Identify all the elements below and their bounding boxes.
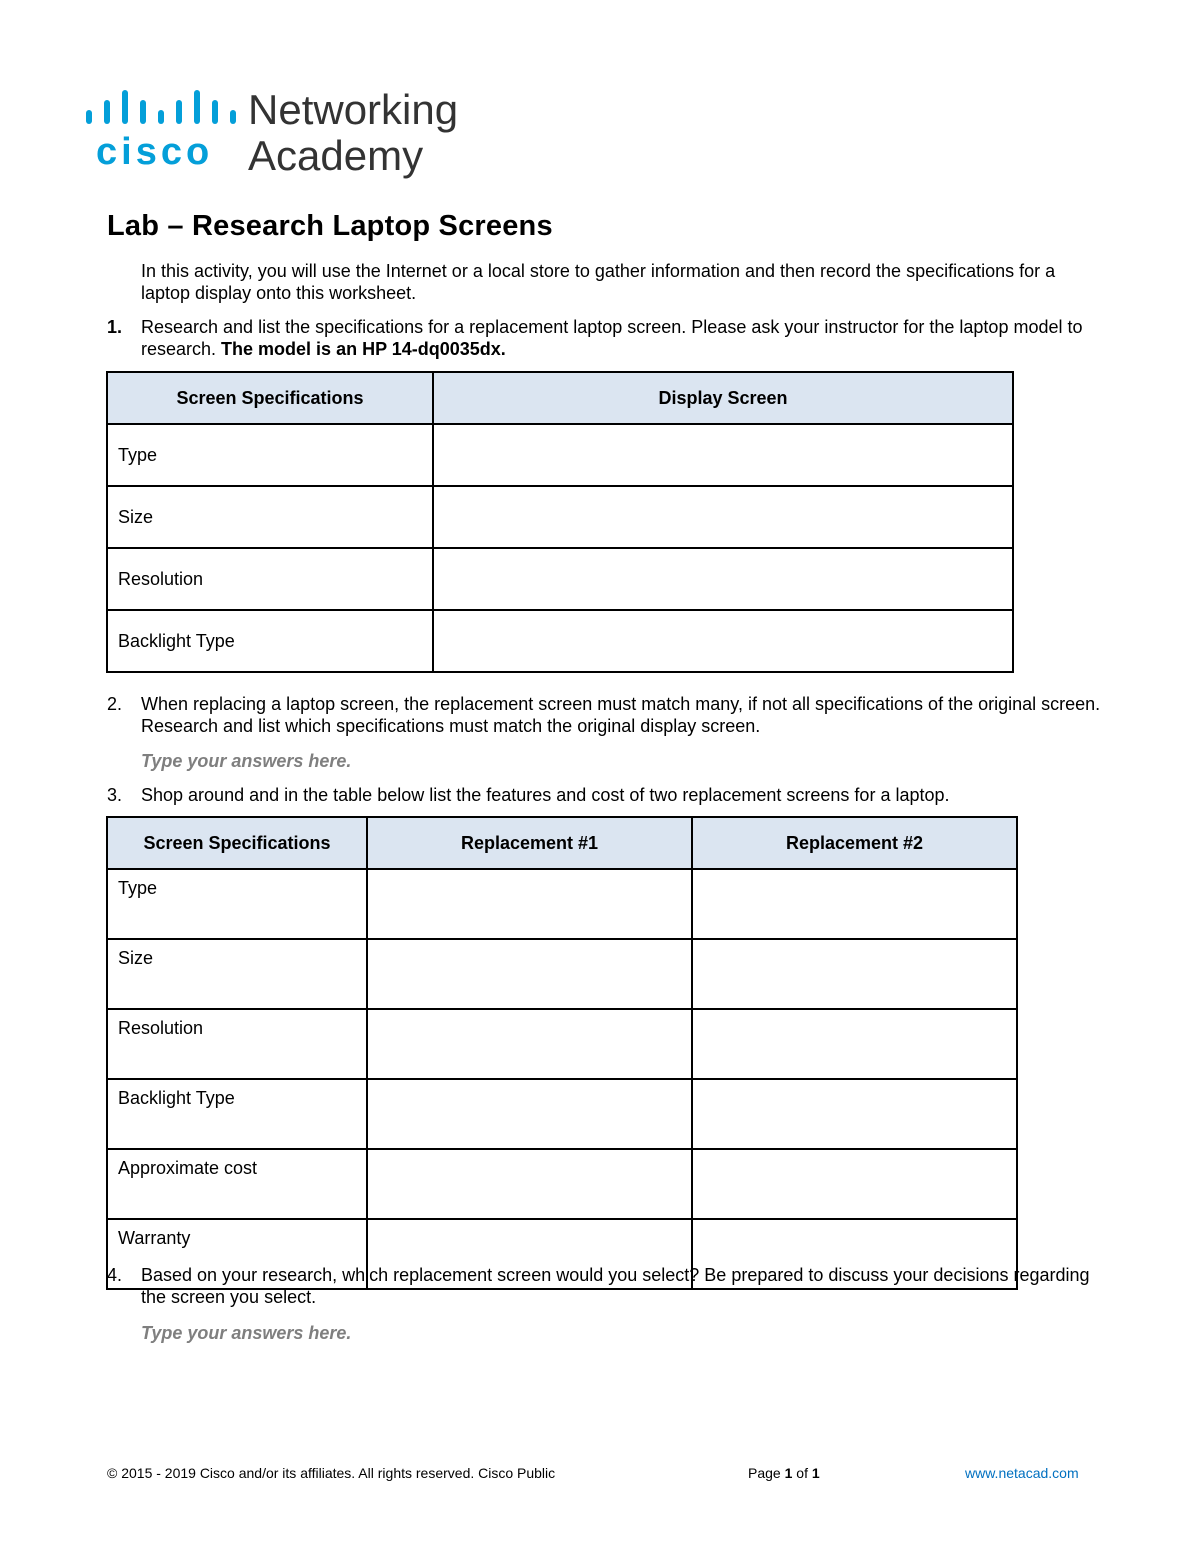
replacement-1-size-cell[interactable] bbox=[367, 939, 692, 1009]
step-2-answer-field[interactable]: Type your answers here. bbox=[141, 751, 352, 771]
row-label-resolution: Resolution bbox=[107, 1009, 367, 1079]
logo-line-networking: Networking bbox=[248, 86, 459, 133]
replacement-2-size-cell[interactable] bbox=[692, 939, 1017, 1009]
step-4-number: 4. bbox=[107, 1265, 123, 1285]
page-prefix: Page bbox=[748, 1465, 785, 1481]
header-screen-specifications: Screen Specifications bbox=[107, 372, 433, 424]
display-screen-type-cell[interactable] bbox=[433, 424, 1013, 486]
table-row bbox=[107, 548, 1013, 610]
footer-page-number bbox=[748, 1465, 820, 1481]
header-display-screen: Display Screen bbox=[433, 372, 1013, 424]
table-row bbox=[107, 424, 1013, 486]
row-label-resolution: Resolution bbox=[107, 548, 433, 610]
replacement-2-resolution-cell[interactable] bbox=[692, 1009, 1017, 1079]
step-1-number: 1. bbox=[107, 317, 123, 337]
row-label-backlight-type: Backlight Type bbox=[107, 610, 433, 672]
table-header-row bbox=[107, 372, 1013, 424]
table-row bbox=[107, 1009, 1017, 1079]
cisco-networking-academy-logo bbox=[84, 86, 474, 182]
footer-netacad-link[interactable]: www.netacad.com bbox=[965, 1465, 1079, 1481]
row-label-size: Size bbox=[107, 486, 433, 548]
row-label-type: Type bbox=[107, 424, 433, 486]
display-screen-resolution-cell[interactable] bbox=[433, 548, 1013, 610]
row-label-size: Size bbox=[107, 939, 367, 1009]
replacement-1-backlight-cell[interactable] bbox=[367, 1079, 692, 1149]
row-label-type: Type bbox=[107, 869, 367, 939]
display-screen-table bbox=[106, 371, 1014, 673]
replacement-2-backlight-cell[interactable] bbox=[692, 1079, 1017, 1149]
display-screen-size-cell[interactable] bbox=[433, 486, 1013, 548]
row-label-warranty: Warranty bbox=[107, 1219, 367, 1289]
header-screen-specifications: Screen Specifications bbox=[107, 817, 367, 869]
page-of: of bbox=[792, 1465, 812, 1481]
step-3-text: Shop around and in the table below list the features and cost of two replacement screens for a laptop. bbox=[141, 785, 950, 805]
replacement-2-cost-cell[interactable] bbox=[692, 1149, 1017, 1219]
display-screen-backlight-cell[interactable] bbox=[433, 610, 1013, 672]
header-replacement-1: Replacement #1 bbox=[367, 817, 692, 869]
table-row bbox=[107, 486, 1013, 548]
replacement-1-type-cell[interactable] bbox=[367, 869, 692, 939]
cisco-bars-icon bbox=[86, 90, 236, 124]
step-1-instructions: Research and list the specifications for a replacement laptop screen. Please ask your instructor for the laptop model to research. bbox=[141, 317, 1083, 359]
step-1-model: The model is an HP 14-dq0035dx. bbox=[221, 339, 506, 359]
row-label-backlight-type: Backlight Type bbox=[107, 1079, 367, 1149]
logo-line-academy: Academy bbox=[248, 132, 424, 179]
step-4-answer-field[interactable]: Type your answers here. bbox=[141, 1323, 352, 1343]
row-label-approximate-cost: Approximate cost bbox=[107, 1149, 367, 1219]
step-1-text bbox=[141, 316, 1101, 360]
replacement-1-cost-cell[interactable] bbox=[367, 1149, 692, 1219]
step-2-number: 2. bbox=[107, 694, 123, 714]
header-replacement-2: Replacement #2 bbox=[692, 817, 1017, 869]
intro-paragraph: In this activity, you will use the Internet or a local store to gather information and then record the specifications for a laptop display onto this worksheet. bbox=[141, 261, 1056, 303]
table-row bbox=[107, 869, 1017, 939]
page-current: 1 bbox=[784, 1465, 793, 1481]
footer-copyright: © 2015 - 2019 Cisco and/or its affiliates. All rights reserved. Cisco Public bbox=[107, 1465, 556, 1481]
table-header-row bbox=[107, 817, 1017, 869]
replacement-1-resolution-cell[interactable] bbox=[367, 1009, 692, 1079]
step-3-number: 3. bbox=[107, 785, 123, 805]
page-title: Lab – Research Laptop Screens bbox=[107, 210, 553, 242]
replacement-screens-table bbox=[106, 816, 1018, 1290]
step-2-text: When replacing a laptop screen, the replacement screen must match many, if not all specifications of the original screen. Research and list which specifications must match the original display screen. bbox=[141, 694, 1101, 736]
table-row bbox=[107, 610, 1013, 672]
page-total: 1 bbox=[811, 1465, 820, 1481]
table-row bbox=[107, 1149, 1017, 1219]
replacement-2-type-cell[interactable] bbox=[692, 869, 1017, 939]
table-row bbox=[107, 1079, 1017, 1149]
cisco-wordmark: cisco bbox=[96, 131, 214, 173]
table-row bbox=[107, 939, 1017, 1009]
step-4-text: Based on your research, which replacement screen would you select? Be prepared to discuss your decisions regarding the screen you select. bbox=[141, 1265, 1090, 1307]
